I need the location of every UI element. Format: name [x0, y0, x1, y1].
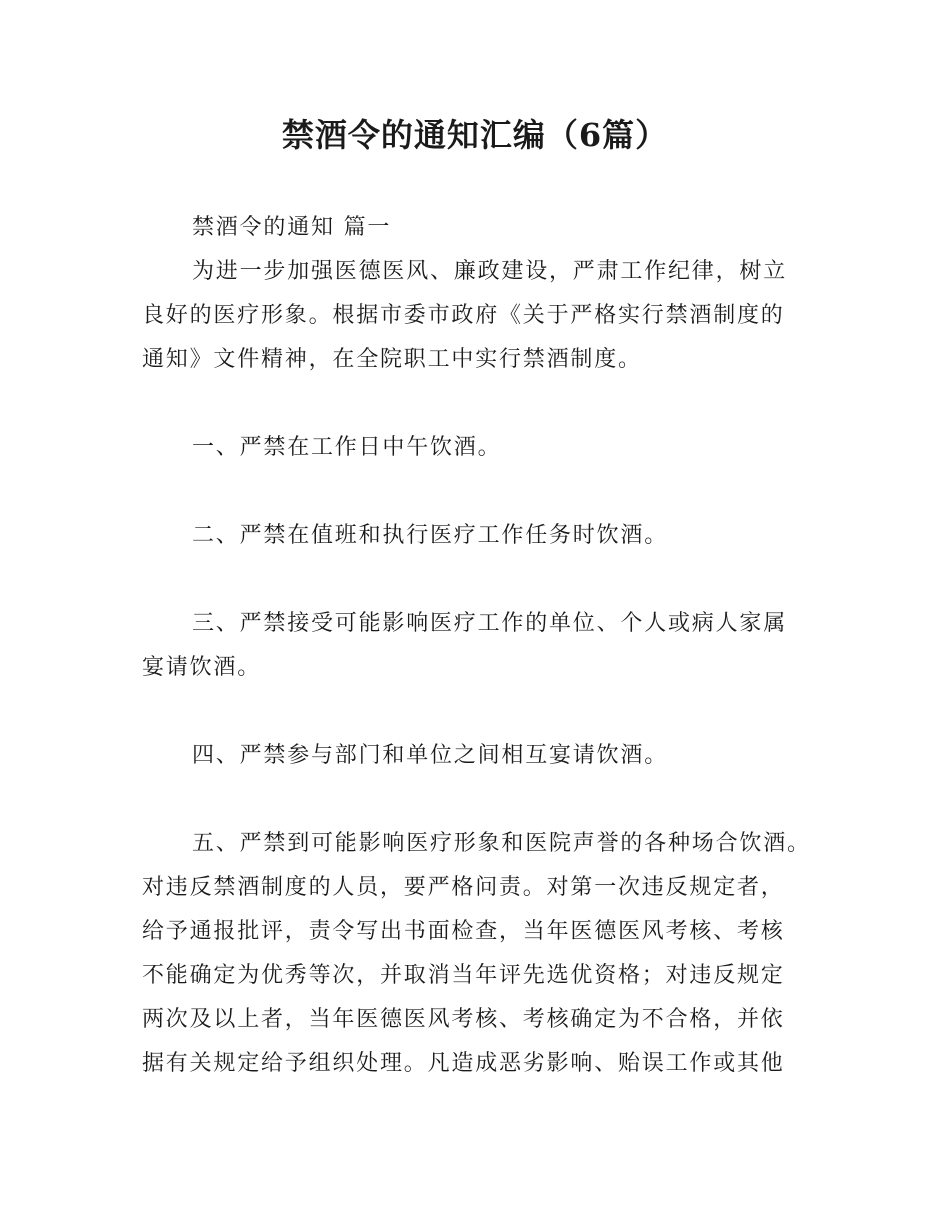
intro-line-2: 良好的医疗形象。根据市委市政府《关于严格实行禁酒制度的 — [142, 303, 785, 328]
rule-5-line-3: 给予通报批评，责令写出书面检查，当年医德医风考核、考核 — [142, 919, 785, 944]
rule-5-line-4: 不能确定为优秀等次，并取消当年评先选优资格；对违反规定 — [142, 963, 785, 988]
intro-line-1: 为进一步加强医德医风、廉政建设，严肃工作纪律，树立 — [192, 259, 788, 284]
paragraph-gap — [142, 382, 822, 426]
rule-3-line-2: 宴请饮酒。 — [142, 655, 262, 680]
section-heading: 禁酒令的通知 篇一 — [192, 215, 392, 240]
rule-5-line-2: 对违反禁酒制度的人员，要严格问责。对第一次违反规定者， — [142, 875, 785, 900]
paragraph-gap — [142, 690, 822, 734]
paragraph-gap — [142, 778, 822, 822]
rule-2: 二、严禁在值班和执行医疗工作任务时饮酒。 — [192, 523, 669, 548]
paragraph-gap — [142, 558, 822, 602]
rule-1: 一、严禁在工作日中午饮酒。 — [192, 435, 502, 460]
document-body — [142, 206, 822, 1086]
rule-5-line-6: 据有关规定给予组织处理。凡造成恶劣影响、贻误工作或其他 — [142, 1051, 785, 1076]
intro-line-3: 通知》文件精神，在全院职工中实行禁酒制度。 — [142, 347, 642, 372]
rule-5-line-5: 两次及以上者，当年医德医风考核、考核确定为不合格，并依 — [142, 1007, 785, 1032]
paragraph-gap — [142, 470, 822, 514]
rule-4: 四、严禁参与部门和单位之间相互宴请饮酒。 — [192, 743, 669, 768]
document-title: 禁酒令的通知汇编（6篇） — [281, 116, 669, 154]
rule-5-line-1: 五、严禁到可能影响医疗形象和医院声誉的各种场合饮酒。 — [192, 831, 811, 856]
rule-3-line-1: 三、严禁接受可能影响医疗工作的单位、个人或病人家属 — [192, 611, 788, 636]
